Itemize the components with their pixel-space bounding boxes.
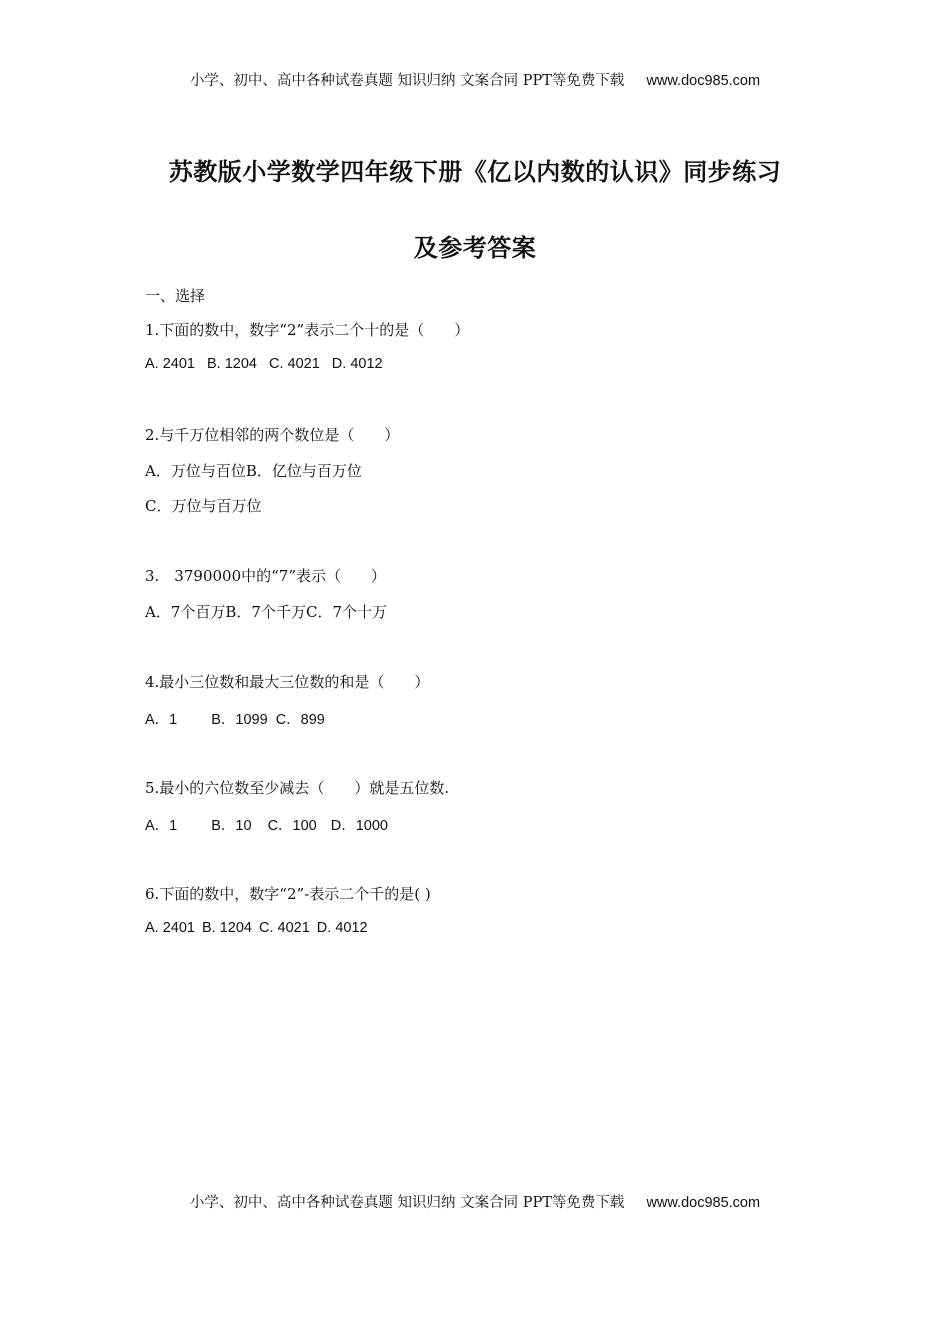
header-text: 小学、初中、高中各种试卷真题 知识归纳 文案合同 PPT等免费下载 — [189, 73, 625, 89]
q4-option-b: B．1099 — [211, 712, 268, 728]
footer-text: 小学、初中、高中各种试卷真题 知识归纳 文案合同 PPT等免费下载 — [189, 1195, 625, 1211]
q5-option-b: B．10 — [211, 818, 252, 834]
q3-option-b: B．7个千万 — [225, 603, 306, 621]
section-heading: 一、选择 — [145, 287, 206, 305]
question-4-stem: 4.最小三位数和最大三位数的和是（ ） — [145, 673, 430, 691]
q1-option-b: B. 1204 — [207, 356, 257, 372]
q1-option-c: C. 4021 — [269, 356, 320, 372]
q6-option-a: A. 2401 — [145, 920, 195, 936]
question-6-options — [145, 920, 368, 936]
question-4-options — [145, 708, 325, 729]
question-3-options — [145, 601, 387, 622]
page-footer — [0, 1191, 950, 1212]
question-1-options — [145, 356, 383, 372]
question-5-options — [145, 814, 388, 835]
question-3-stem: 3. 3790000中的“7”表示（ ） — [145, 567, 386, 585]
q3-option-c: C．7个十万 — [305, 603, 387, 621]
q1-option-d: D. 4012 — [331, 356, 383, 372]
q6-option-c: C. 4021 — [259, 920, 310, 936]
question-2-stem: 2.与千万位相邻的两个数位是（ ） — [145, 426, 400, 444]
q6-option-d: D. 4012 — [316, 920, 368, 936]
header-site-link[interactable]: www.doc985.com — [646, 73, 761, 89]
question-5-stem: 5.最小的六位数至少减去（ ）就是五位数. — [145, 779, 450, 797]
question-1-stem: 1.下面的数中，数字“2”表示二个十的是（ ） — [145, 321, 470, 339]
footer-site-link[interactable]: www.doc985.com — [646, 1195, 761, 1211]
document-title-line-2: 及参考答案 — [413, 233, 537, 262]
q1-option-a: A. 2401 — [145, 356, 195, 372]
question-6-stem: 6.下面的数中，数字“2”-表示二个千的是( ) — [145, 885, 431, 903]
q2-option-b: B．亿位与百万位 — [245, 462, 362, 480]
document-title-line-1: 苏教版小学数学四年级下册《亿以内数的认识》同步练习 — [168, 157, 782, 186]
q2-option-a: A．万位与百位 — [145, 462, 246, 480]
question-2-options-row2 — [145, 495, 261, 516]
q5-option-d: D．1000 — [330, 818, 388, 834]
q3-option-a: A．7个百万 — [145, 603, 226, 621]
q4-option-a: A．1 — [145, 712, 178, 728]
q5-option-a: A．1 — [145, 818, 178, 834]
q2-option-c: C．万位与百万位 — [145, 497, 262, 515]
page-header — [0, 69, 950, 90]
q4-option-c: C．899 — [275, 712, 325, 728]
q5-option-c: C．100 — [267, 818, 317, 834]
question-2-options-row1 — [145, 460, 362, 481]
q6-option-b: B. 1204 — [202, 920, 252, 936]
